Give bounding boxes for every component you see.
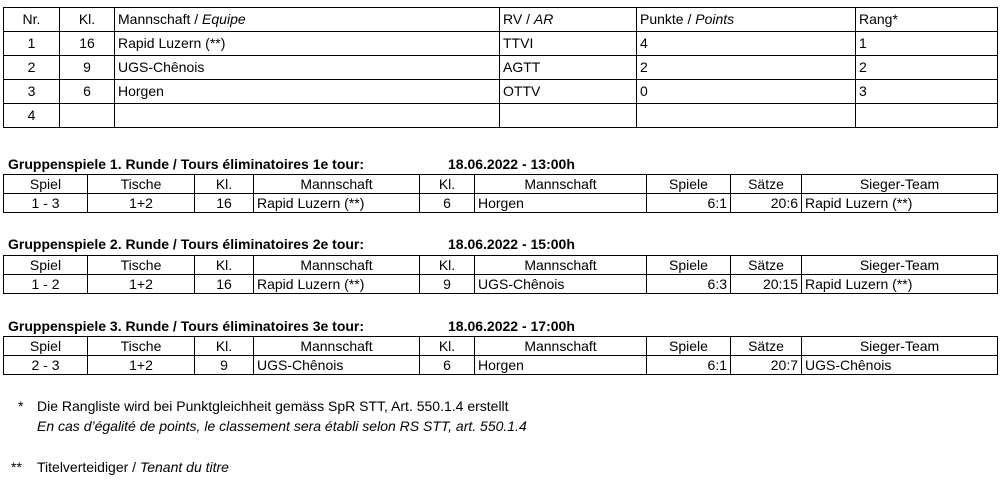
- cell-team1: Rapid Luzern (**): [254, 194, 420, 213]
- header-tische: Tische: [88, 337, 195, 356]
- header-kl: Kl.: [60, 8, 115, 32]
- cell-kl: 6: [60, 80, 115, 104]
- note-2-text-de: Titelverteidiger /: [37, 459, 140, 475]
- cell-winner: Rapid Luzern (**): [802, 194, 998, 213]
- round-1-table: [3, 174, 998, 213]
- header-winner: Sieger-Team: [802, 175, 998, 194]
- round-datetime: 18.06.2022 - 15:00h: [448, 236, 575, 252]
- note-2-text: [37, 459, 229, 475]
- header-kl1: Kl.: [195, 337, 254, 356]
- round-title: Gruppenspiele 1. Runde / Tours éliminatoires 1e tour:: [8, 156, 365, 172]
- note-1-text-fr: En cas d’égalité de points, le classement sera établi selon RS STT, art. 550.1.4: [37, 418, 527, 434]
- standings-table: [3, 7, 998, 128]
- header-spiele: Spiele: [647, 256, 731, 275]
- cell-nr: 4: [4, 104, 60, 128]
- note-1-marker: *: [18, 398, 24, 414]
- match-header-row: [4, 175, 998, 194]
- header-points-fr: Points: [695, 11, 735, 27]
- note-2-marker: **: [11, 459, 22, 475]
- cell-team1: UGS-Chênois: [254, 356, 420, 375]
- table-row: [4, 32, 998, 56]
- cell-rank: 3: [856, 80, 998, 104]
- cell-winner: UGS-Chênois: [802, 356, 998, 375]
- cell-tische: 1+2: [88, 275, 195, 294]
- cell-rank: [856, 104, 998, 128]
- header-spiel: Spiel: [4, 256, 88, 275]
- header-team2: Mannschaft: [475, 337, 647, 356]
- note-2-text-fr: Tenant du titre: [139, 459, 229, 475]
- cell-kl: [60, 104, 115, 128]
- table-row: [4, 80, 998, 104]
- header-team1: Mannschaft: [254, 256, 420, 275]
- cell-spiele: 6:1: [647, 356, 731, 375]
- header-points: [637, 8, 856, 32]
- header-tische: Tische: [88, 175, 195, 194]
- cell-kl: 9: [60, 56, 115, 80]
- cell-points: [637, 104, 856, 128]
- match-header-row: [4, 256, 998, 275]
- header-tische: Tische: [88, 256, 195, 275]
- header-spiel: Spiel: [4, 175, 88, 194]
- cell-kl2: 6: [420, 356, 475, 375]
- header-team2: Mannschaft: [475, 175, 647, 194]
- table-row: [4, 356, 998, 375]
- header-saetze: Sätze: [731, 337, 802, 356]
- cell-team2: Horgen: [475, 194, 647, 213]
- round-title: Gruppenspiele 2. Runde / Tours éliminatoires 2e tour:: [8, 236, 365, 252]
- cell-rv: [500, 104, 637, 128]
- table-row: [4, 194, 998, 213]
- standings-header-row: [4, 8, 998, 32]
- cell-saetze: 20:6: [731, 194, 802, 213]
- round-2-header: [8, 235, 575, 253]
- header-winner: Sieger-Team: [802, 256, 998, 275]
- header-spiel: Spiel: [4, 337, 88, 356]
- cell-team2: Horgen: [475, 356, 647, 375]
- header-kl2: Kl.: [420, 337, 475, 356]
- header-winner: Sieger-Team: [802, 337, 998, 356]
- round-3-header: [8, 317, 575, 335]
- header-saetze: Sätze: [731, 256, 802, 275]
- round-2-table: [3, 255, 998, 294]
- cell-tische: 1+2: [88, 194, 195, 213]
- cell-nr: 1: [4, 32, 60, 56]
- round-3-table: [3, 336, 998, 375]
- cell-rv: OTTV: [500, 80, 637, 104]
- cell-spiele: 6:3: [647, 275, 731, 294]
- cell-kl1: 9: [195, 356, 254, 375]
- cell-points: 0: [637, 80, 856, 104]
- cell-points: 2: [637, 56, 856, 80]
- header-points-de: Punkte /: [640, 11, 696, 27]
- match-header-row: [4, 337, 998, 356]
- cell-rank: 1: [856, 32, 998, 56]
- round-1-header: [8, 155, 575, 173]
- header-rv-de: RV /: [503, 11, 534, 27]
- header-kl1: Kl.: [195, 256, 254, 275]
- cell-rank: 2: [856, 56, 998, 80]
- header-rv: [500, 8, 637, 32]
- table-row: [4, 275, 998, 294]
- cell-nr: 2: [4, 56, 60, 80]
- header-nr: Nr.: [4, 8, 60, 32]
- header-team1: Mannschaft: [254, 337, 420, 356]
- cell-team: Horgen: [115, 80, 500, 104]
- header-kl2: Kl.: [420, 256, 475, 275]
- cell-spiel: 2 - 3: [4, 356, 88, 375]
- header-team1: Mannschaft: [254, 175, 420, 194]
- cell-rv: AGTT: [500, 56, 637, 80]
- header-rv-fr: AR: [533, 11, 554, 27]
- header-team-de: Mannschaft /: [118, 11, 203, 27]
- cell-winner: Rapid Luzern (**): [802, 275, 998, 294]
- header-kl1: Kl.: [195, 175, 254, 194]
- cell-kl2: 6: [420, 194, 475, 213]
- cell-rv: TTVI: [500, 32, 637, 56]
- cell-saetze: 20:7: [731, 356, 802, 375]
- cell-spiel: 1 - 3: [4, 194, 88, 213]
- cell-kl2: 9: [420, 275, 475, 294]
- cell-kl1: 16: [195, 194, 254, 213]
- header-team-fr: Equipe: [202, 11, 246, 27]
- cell-kl: 16: [60, 32, 115, 56]
- header-team: [115, 8, 500, 32]
- table-row: [4, 56, 998, 80]
- cell-spiel: 1 - 2: [4, 275, 88, 294]
- cell-saetze: 20:15: [731, 275, 802, 294]
- cell-tische: 1+2: [88, 356, 195, 375]
- cell-spiele: 6:1: [647, 194, 731, 213]
- header-saetze: Sätze: [731, 175, 802, 194]
- round-title: Gruppenspiele 3. Runde / Tours éliminatoires 3e tour:: [8, 318, 365, 334]
- cell-points: 4: [637, 32, 856, 56]
- note-1-text-de: Die Rangliste wird bei Punktgleichheit gemäss SpR STT, Art. 550.1.4 erstellt: [37, 398, 509, 414]
- header-kl2: Kl.: [420, 175, 475, 194]
- cell-team: Rapid Luzern (**): [115, 32, 500, 56]
- header-spiele: Spiele: [647, 337, 731, 356]
- header-rank: Rang*: [856, 8, 998, 32]
- cell-team: [115, 104, 500, 128]
- header-team2: Mannschaft: [475, 256, 647, 275]
- cell-kl1: 16: [195, 275, 254, 294]
- cell-team1: Rapid Luzern (**): [254, 275, 420, 294]
- round-datetime: 18.06.2022 - 13:00h: [448, 156, 575, 172]
- header-spiele: Spiele: [647, 175, 731, 194]
- round-datetime: 18.06.2022 - 17:00h: [448, 318, 575, 334]
- cell-team2: UGS-Chênois: [475, 275, 647, 294]
- cell-nr: 3: [4, 80, 60, 104]
- table-row: [4, 104, 998, 128]
- cell-team: UGS-Chênois: [115, 56, 500, 80]
